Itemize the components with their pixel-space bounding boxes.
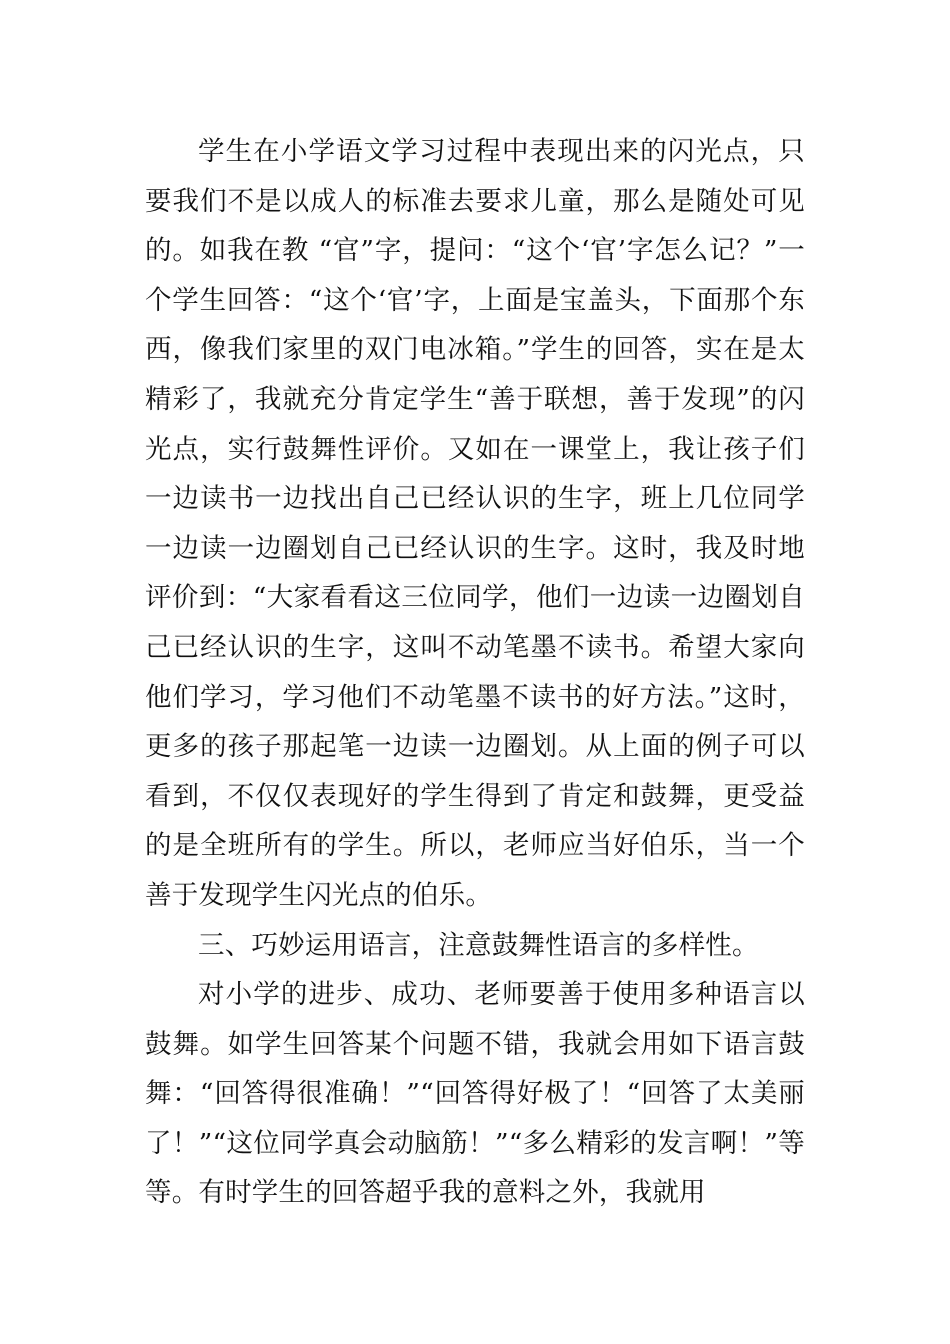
paragraph-encouraging-language: 对小学的进步、成功、老师要善于使用多种语言以鼓舞。如学生回答某个问题不错，我就会用如下语言鼓舞：“回答得很准确！”“回答得好极了！“回答了太美丽了！”“这位同学真会动脑筋！”“多么精彩的发言啊！”等等。有时学生的回答超乎我的意料之外，我就用 xyxy=(145,979,805,1209)
document-body xyxy=(145,127,805,1218)
paragraph-discovering-highlights: 学生在小学语文学习过程中表现出来的闪光点，只要我们不是以成人的标准去要求儿童，那么是随处可见的。如我在教 “官”字，提问：“这个‘官’字怎么记？”一个学生回答：“这个‘官’字，上面是宝盖头，下面那个东西，像我们家里的双门电冰箱。”学生的回答，实在是太精彩了，我就充分肯定学生“善于联想，善于发现”的闪光点，实行鼓舞性评价。又如在一课堂上，我让孩子们一边读书一边找出自己已经认识的生字，班上几位同学一边读一边圈划自己已经认识的生字。这时，我及时地评价到：“大家看看这三位同学，他们一边读一边圈划自己已经认识的生字，这叫不动笔墨不读书。希望大家向他们学习，学习他们不动笔墨不读书的好方法。”这时，更多的孩子那起笔一边读一边圈划。从上面的例子可以看到，不仅仅表现好的学生得到了肯定和鼓舞，更受益的是全班所有的学生。所以，老师应当好伯乐，当一个善于发现学生闪光点的伯乐。 xyxy=(145,136,805,911)
section-heading-three: 三、巧妙运用语言，注意鼓舞性语言的多样性。 xyxy=(198,929,759,961)
